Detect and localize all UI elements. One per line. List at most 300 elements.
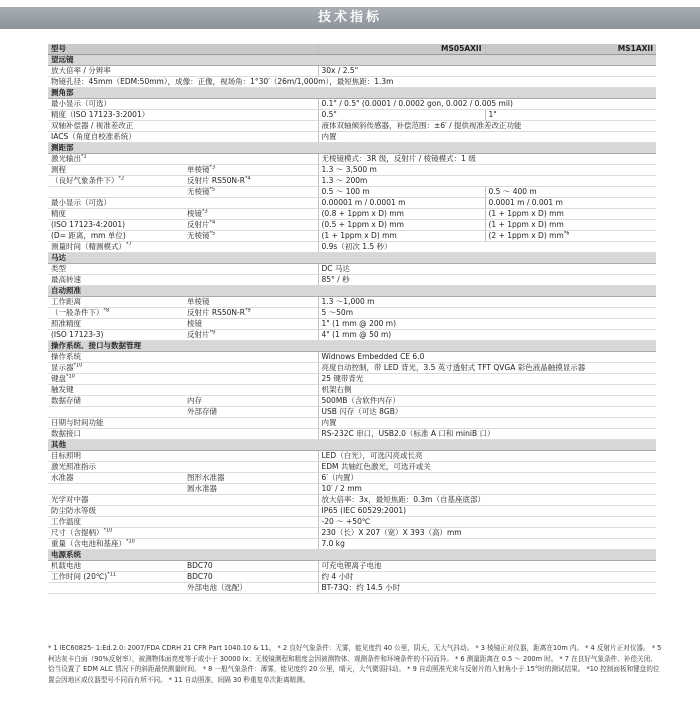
cell-text: 电源系统 <box>51 550 81 559</box>
spec-sublabel <box>184 495 318 506</box>
cell-text: 0.1" / 0.5" (0.0001 / 0.0002 gon, 0.002 / 0.005 mil) <box>321 99 513 108</box>
spec-value-shared <box>318 495 656 506</box>
cell-text: 机架右侧 <box>321 385 352 394</box>
spec-sublabel <box>184 352 318 363</box>
footnote-marker: *7 <box>126 241 132 248</box>
cell-text: (0.8 + 1ppm x D) mm <box>321 209 404 218</box>
section-header-row <box>48 286 656 297</box>
cell-text: 精度（ISO 17123-3:2001） <box>51 110 150 119</box>
spec-row <box>48 495 656 506</box>
cell-text: 0.9s（初次 1.5 秒） <box>321 242 392 251</box>
spec-sublabel <box>184 473 318 484</box>
spec-label <box>48 396 184 407</box>
spec-sublabel <box>184 418 318 429</box>
footnote-marker: *5 <box>209 230 216 237</box>
cell-text: 光学对中器 <box>51 495 89 504</box>
spec-value-ms05axii <box>318 231 485 242</box>
spec-value-shared <box>318 99 656 110</box>
cell-text: 0.0001 m / 0.001 m <box>488 198 563 207</box>
footnote-marker: *5 <box>209 186 216 193</box>
spec-label <box>48 352 184 363</box>
cell-text: 马达 <box>51 253 66 262</box>
cell-text: (2 + 1ppm x D) mm <box>488 231 564 240</box>
cell-text: 无棱镜 <box>187 231 210 240</box>
cell-text: 30x / 2.5" <box>321 66 359 75</box>
spec-sublabel <box>184 187 318 198</box>
spec-label <box>48 132 184 143</box>
spec-label <box>48 275 184 286</box>
cell-text: 激光照准指示 <box>51 462 96 471</box>
spec-label <box>48 572 184 583</box>
spec-sublabel <box>184 209 318 220</box>
spec-label <box>48 121 184 132</box>
spec-value-shared <box>318 121 656 132</box>
spec-row <box>48 561 656 572</box>
cell-text: (1 + 1ppm x D) mm <box>321 231 397 240</box>
cell-text: 液体双轴倾斜传感器，补偿范围：±6′ / 提供视准差改正功能 <box>321 121 522 130</box>
spec-sublabel <box>184 66 318 77</box>
spec-row <box>48 385 656 396</box>
spec-sublabel <box>184 363 318 374</box>
footnote-marker: *2 <box>118 175 125 182</box>
spec-sublabel <box>184 165 318 176</box>
cell-text: 约 4 小时 <box>321 572 354 581</box>
cell-text: 自动照准 <box>51 286 81 295</box>
spec-row <box>48 231 656 242</box>
spec-row <box>48 517 656 528</box>
cell-text: 反射片 RS50N-R <box>187 176 245 185</box>
spec-label <box>48 539 184 550</box>
cell-text: BDC70 <box>187 572 213 581</box>
spec-sublabel <box>184 572 318 583</box>
spec-sublabel <box>184 407 318 418</box>
spec-row <box>48 484 656 495</box>
spec-value-shared <box>318 418 656 429</box>
spec-value-ms1axii <box>485 187 656 198</box>
spec-label <box>48 220 184 231</box>
spec-label <box>48 330 184 341</box>
spec-row <box>48 539 656 550</box>
cell-text: 10′ / 2 mm <box>321 484 362 493</box>
spec-row <box>48 451 656 462</box>
cell-text: 操作系统、接口与数据管理 <box>51 341 141 350</box>
spec-sublabel <box>184 176 318 187</box>
spec-value-shared <box>318 165 656 176</box>
cell-text: 最小显示（可选） <box>51 99 111 108</box>
spec-label <box>48 462 184 473</box>
spec-label <box>48 242 184 253</box>
cell-text: 最高转速 <box>51 275 81 284</box>
cell-text: 最小显示（可选） <box>51 198 111 207</box>
spec-sublabel <box>184 484 318 495</box>
cell-text: (D= 距离，mm 单位) <box>51 231 126 240</box>
spec-label <box>48 418 184 429</box>
spec-value-shared <box>318 451 656 462</box>
cell-text: 反射片 <box>187 330 210 339</box>
section-header-row <box>48 88 656 99</box>
cell-text: RS-232C 串口，USB2.0（标准 A 口和 miniB 口） <box>321 429 495 438</box>
section-header-row <box>48 253 656 264</box>
spec-value-ms05axii <box>318 220 485 231</box>
cell-text: 棱镜 <box>187 209 202 218</box>
cell-text: 测量时间（精测模式） <box>51 242 126 251</box>
spec-sublabel <box>184 451 318 462</box>
cell-text: 4" (1 mm @ 50 m) <box>321 330 392 339</box>
spec-sublabel <box>184 330 318 341</box>
spec-value-ms05axii <box>318 198 485 209</box>
cell-text: EDM 共轴红色激光，可选开或关 <box>321 462 431 471</box>
spec-row <box>48 352 656 363</box>
spec-label <box>48 308 184 319</box>
cell-text: 工作温度 <box>51 517 81 526</box>
spec-value-shared <box>318 352 656 363</box>
spec-value-shared <box>318 176 656 187</box>
cell-text: 测程 <box>51 165 66 174</box>
cell-text: 图形水准器 <box>187 473 225 482</box>
spec-value-ms05axii <box>318 110 485 121</box>
cell-text: (1 + 1ppm x D) mm <box>488 209 564 218</box>
spec-label <box>48 506 184 517</box>
spec-label <box>48 561 184 572</box>
spec-row <box>48 407 656 418</box>
cell-text: 物镜孔径：45mm（EDM:50mm），成像：正像，视场角：1°30′（26m/1,000m），最短焦距：1.3m <box>51 77 394 86</box>
spec-row <box>48 429 656 440</box>
footnote-marker: *3 <box>209 164 216 171</box>
spec-row <box>48 77 656 88</box>
spec-value-ms1axii <box>485 220 656 231</box>
spec-sublabel <box>184 583 318 594</box>
footnote-marker: *10 <box>73 362 83 369</box>
section-header-row <box>48 440 656 451</box>
spec-label <box>48 517 184 528</box>
spec-sublabel <box>184 99 318 110</box>
cell-text: 单棱镜 <box>187 165 210 174</box>
spec-sublabel <box>184 110 318 121</box>
spec-row <box>48 209 656 220</box>
cell-text: (ISO 17123-3) <box>51 330 104 339</box>
cell-text: 500MB（含软件内存） <box>321 396 400 405</box>
spec-label <box>48 231 184 242</box>
spec-label <box>48 429 184 440</box>
header-sub <box>184 44 318 55</box>
spec-row <box>48 66 656 77</box>
spec-label <box>48 165 184 176</box>
cell-text: 防尘防水等级 <box>51 506 96 515</box>
cell-text: 230（长）X 207（宽）X 393（高）mm <box>321 528 462 537</box>
spec-row <box>48 99 656 110</box>
spec-label <box>48 110 184 121</box>
cell-text: 放大倍率 / 分辨率 <box>51 66 111 75</box>
cell-text: 工作时间 (20℃) <box>51 572 108 581</box>
section-header-row <box>48 550 656 561</box>
cell-text: IP65 (IEC 60529:2001) <box>321 506 407 515</box>
spec-sublabel <box>184 396 318 407</box>
spec-table <box>48 44 656 594</box>
spec-value-shared <box>318 396 656 407</box>
cell-text: 测距部 <box>51 143 74 152</box>
cell-text: 无棱镜模式：3R 级，反射片 / 棱镜模式：1 级 <box>321 154 476 163</box>
spec-row <box>48 506 656 517</box>
spec-sublabel <box>184 231 318 242</box>
header-ms05axii: MS05AXII <box>318 44 485 55</box>
spec-value-shared <box>318 528 656 539</box>
spec-label <box>48 187 184 198</box>
cell-text: (ISO 17123-4:2001) <box>51 220 126 229</box>
spec-row <box>48 396 656 407</box>
spec-value-shared <box>318 462 656 473</box>
spec-row <box>48 275 656 286</box>
cell-text: 双轴补偿器 / 视准差改正 <box>51 121 134 130</box>
spec-label <box>48 198 184 209</box>
cell-text: 重量（含电池和基座） <box>51 539 126 548</box>
table-header-row <box>48 44 656 55</box>
spec-label <box>48 473 184 484</box>
cell-text: 0.00001 m / 0.0001 m <box>321 198 406 207</box>
spec-row <box>48 572 656 583</box>
spec-label <box>48 484 184 495</box>
cell-text: IACS（角度自校准系统） <box>51 132 136 141</box>
spec-sublabel <box>184 506 318 517</box>
spec-row <box>48 308 656 319</box>
footnote-marker: *10 <box>126 538 135 545</box>
cell-text: 可充电锂离子电池 <box>321 561 382 570</box>
spec-value-ms05axii <box>318 187 485 198</box>
cell-text: 其他 <box>51 440 66 449</box>
spec-value-shared <box>318 561 656 572</box>
page-header <box>0 0 700 36</box>
section-header-row <box>48 143 656 154</box>
cell-text: 水准器 <box>51 473 74 482</box>
cell-text: 类型 <box>51 264 66 273</box>
spec-sublabel <box>184 319 318 330</box>
cell-text: 工作距离 <box>51 297 81 306</box>
spec-value-shared <box>318 374 656 385</box>
footnote-marker: *8 <box>103 307 110 314</box>
spec-row <box>48 473 656 484</box>
footnote-marker: *10 <box>103 527 113 534</box>
cell-text: 外部存储 <box>187 407 217 416</box>
spec-label <box>48 363 184 374</box>
cell-text: 85° / 秒 <box>321 275 350 284</box>
footnote-marker: *9 <box>209 329 216 336</box>
spec-row <box>48 187 656 198</box>
cell-text: 25 键带背光 <box>321 374 364 383</box>
spec-value-shared <box>318 385 656 396</box>
cell-text: （良好气象条件下） <box>51 176 119 185</box>
spec-sublabel <box>184 132 318 143</box>
cell-text: 显示器 <box>51 363 74 372</box>
cell-text: 机载电池 <box>51 561 81 570</box>
spec-value-ms1axii <box>485 110 656 121</box>
cell-text: 望远镜 <box>51 55 74 64</box>
cell-text: 棱镜 <box>187 319 202 328</box>
spec-value-shared <box>318 319 656 330</box>
spec-value-shared <box>318 66 656 77</box>
header-ms1axii: MS1AXII <box>485 44 656 55</box>
spec-row <box>48 297 656 308</box>
spec-sublabel <box>184 121 318 132</box>
spec-value-ms1axii <box>485 209 656 220</box>
spec-sublabel <box>184 220 318 231</box>
spec-value-shared <box>318 517 656 528</box>
cell-text: 操作系统 <box>51 352 81 361</box>
spec-sublabel <box>184 462 318 473</box>
spec-value-shared <box>318 264 656 275</box>
spec-label <box>48 154 184 165</box>
cell-text: 6′（内置） <box>321 473 358 482</box>
cell-text: 精度 <box>51 209 66 218</box>
spec-value-shared <box>318 572 656 583</box>
spec-sublabel <box>184 517 318 528</box>
cell-text: 测角部 <box>51 88 74 97</box>
spec-value-shared <box>318 429 656 440</box>
cell-text: 反射片 RS50N-R <box>187 308 245 317</box>
spec-label <box>48 99 184 110</box>
spec-label <box>48 407 184 418</box>
cell-text: （一般条件下） <box>51 308 104 317</box>
spec-row <box>48 330 656 341</box>
cell-text: (0.5 + 1ppm x D) mm <box>321 220 404 229</box>
cell-text: 尺寸（含提柄） <box>51 528 104 537</box>
spec-label <box>48 528 184 539</box>
cell-text: 0.5 ～ 400 m <box>488 187 537 196</box>
spec-value-shared <box>318 275 656 286</box>
spec-row <box>48 418 656 429</box>
spec-row <box>48 583 656 594</box>
spec-value-shared <box>318 154 656 165</box>
spec-label <box>48 297 184 308</box>
spec-label <box>48 374 184 385</box>
spec-row <box>48 220 656 231</box>
spec-value-ms1axii <box>485 231 656 242</box>
spec-value-shared <box>318 242 656 253</box>
spec-sublabel <box>184 154 318 165</box>
spec-value-shared <box>318 583 656 594</box>
footnote-marker: *3 <box>202 208 208 215</box>
cell-text: 0.5 ～ 100 m <box>321 187 370 196</box>
cell-text: 无棱镜 <box>187 187 210 196</box>
cell-text: 5 ～50m <box>321 308 354 317</box>
page-title: 技术指标 <box>317 10 382 25</box>
spec-label <box>48 451 184 462</box>
cell-text: 亮度自动控制，带 LED 背光，3.5 英寸透射式 TFT QVGA 彩色液晶触摸显示器 <box>321 363 586 372</box>
spec-value-ms1axii <box>485 198 656 209</box>
spec-row <box>48 264 656 275</box>
cell-text: 内置 <box>321 418 337 427</box>
spec-sublabel <box>184 374 318 385</box>
spec-row <box>48 198 656 209</box>
spec-value-shared <box>318 506 656 517</box>
spec-sublabel <box>184 539 318 550</box>
spec-sublabel <box>184 242 318 253</box>
cell-text: 7.0 kg <box>321 539 345 548</box>
cell-text: 0.5" <box>321 110 337 119</box>
spec-row <box>48 110 656 121</box>
spec-value-shared <box>318 407 656 418</box>
spec-row <box>48 176 656 187</box>
spec-sublabel <box>184 198 318 209</box>
footnote-marker: *6 <box>563 230 570 237</box>
cell-text: 日期与时间功能 <box>51 418 104 427</box>
spec-value-ms05axii <box>318 209 485 220</box>
spec-sublabel <box>184 385 318 396</box>
cell-text: 1" <box>488 110 497 119</box>
footnote-marker: *4 <box>244 175 251 182</box>
cell-text: BT-73Q：约 14.5 小时 <box>321 583 401 592</box>
cell-text: 外部电池（选配） <box>187 583 247 592</box>
spec-sublabel <box>184 528 318 539</box>
spec-row <box>48 528 656 539</box>
cell-text: 照准精度 <box>51 319 81 328</box>
spec-value-shared <box>318 132 656 143</box>
spec-label <box>48 319 184 330</box>
spec-label <box>48 209 184 220</box>
spec-sublabel <box>184 297 318 308</box>
spec-value-shared <box>318 473 656 484</box>
spec-label <box>48 176 184 187</box>
cell-text: BDC70 <box>187 561 213 570</box>
spec-label <box>48 495 184 506</box>
cell-text: 1" (1 mm @ 200 m) <box>321 319 396 328</box>
cell-text: 内置 <box>321 132 337 141</box>
cell-text: 数据接口 <box>51 429 81 438</box>
spec-row <box>48 462 656 473</box>
spec-row <box>48 242 656 253</box>
footnote-marker: *4 <box>209 219 216 226</box>
spec-row <box>48 165 656 176</box>
footnotes: * 1 IEC60825- 1:Ed.2.0: 2007/FDA CDRH 21 CFR Part 1040.10 & 11。 * 2 良好气象条件：无雾，能见度约 40 公里，阴天，无大气抖动。 * 3 棱镜正对仪器，距离在10m 内。 * 4 反射片正对仪器。 * 5 柯达灰卡白面（90%反射率），被测物体面亮度等于或小于 30000 lx；无棱镜测程和精度会因被测物体、观测条件和环境条件的不同而异。 * 6 测量距离在 0.5 ～ 200m 时。 * 7 在良好气象条件、补偿关闭、恰当设置了 EDM ALC 情况下的斜距最快测量时间。 * 8 一般气象条件：薄雾，能见度约 20 公里，晴天，大气微弱抖动。 * 9 自动照准光束与反射片的入射角小于 15°时的测试结果。 *10 控制面板和键盘的位置会因地区或仪器型号不同而有所不同。 * 11 自动照准，间隔 30 秒重复单次距离精测。 <box>48 644 662 684</box>
cell-text: -20 ～ +50℃ <box>321 517 371 526</box>
cell-text: 放大倍率：3x，最短焦距：0.3m（自基座底部） <box>321 495 485 504</box>
spec-sublabel <box>184 308 318 319</box>
spec-value-shared <box>318 297 656 308</box>
spec-value-shared <box>318 308 656 319</box>
cell-text: 数据存储 <box>51 396 81 405</box>
spec-value-shared <box>318 363 656 374</box>
header-model: 型号 <box>48 44 184 55</box>
spec-row <box>48 154 656 165</box>
spec-row <box>48 363 656 374</box>
footnote-marker: *10 <box>66 373 75 380</box>
cell-text: 反射片 <box>187 220 210 229</box>
spec-value-shared <box>318 484 656 495</box>
cell-text: 键盘 <box>51 374 66 383</box>
spec-label <box>48 66 184 77</box>
spec-label <box>48 264 184 275</box>
cell-text: 1.3 ～ 3,500 m <box>321 165 377 174</box>
spec-row <box>48 132 656 143</box>
cell-text: 单棱镜 <box>187 297 210 306</box>
section-header-row <box>48 55 656 66</box>
cell-text: 圆水准器 <box>187 484 217 493</box>
cell-text: LED（白光），可选闪亮或长亮 <box>321 451 423 460</box>
footnote-marker: *1 <box>81 153 87 160</box>
spec-row <box>48 319 656 330</box>
cell-text: 1.3 ～1,000 m <box>321 297 375 306</box>
spec-label <box>48 583 184 594</box>
cell-text: Widnows Embedded CE 6.0 <box>321 352 425 361</box>
cell-text: 内存 <box>187 396 202 405</box>
cell-text: 激光输出 <box>51 154 81 163</box>
spec-value-shared <box>318 330 656 341</box>
spec-sublabel <box>184 429 318 440</box>
spec-sublabel <box>184 561 318 572</box>
cell-text: 1.3 ～ 200m <box>321 176 368 185</box>
spec-label <box>48 385 184 396</box>
footnote-marker: *11 <box>107 571 117 578</box>
spec-sublabel <box>184 264 318 275</box>
section-header-row <box>48 341 656 352</box>
